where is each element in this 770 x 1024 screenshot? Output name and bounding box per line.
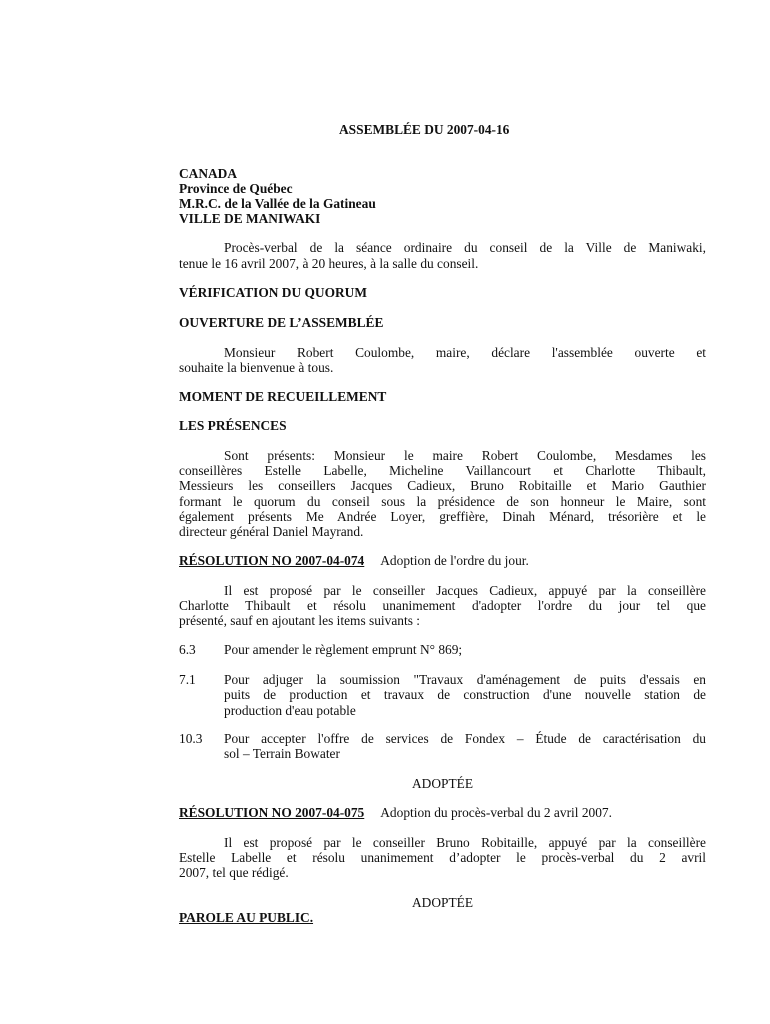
- agenda-item-number: 6.3: [179, 642, 196, 657]
- ouverture-line-1: Monsieur Robert Coulombe, maire, déclare l'assemblée ouverte et: [224, 345, 706, 360]
- resolution-number: RÉSOLUTION NO 2007-04-074: [179, 553, 365, 568]
- presences-line-1: Sont présents: Monsieur le maire Robert Coulombe, Mesdames les: [224, 448, 706, 463]
- header-mrc: M.R.C. de la Vallée de la Gatineau: [179, 196, 376, 211]
- intro-line-1: Procès-verbal de la séance ordinaire du conseil de la Ville de Maniwaki,: [224, 240, 706, 255]
- agenda-item-text: [224, 731, 706, 762]
- res1-line-3: présenté, sauf en ajoutant les items suivants :: [179, 613, 420, 628]
- agenda-item-number: 7.1: [179, 672, 196, 687]
- agenda-item-number: 10.3: [179, 731, 203, 746]
- resolution-number: RÉSOLUTION NO 2007-04-075: [179, 805, 365, 820]
- agenda-item-line: Pour adjuger la soumission "Travaux d'aménagement de puits d'essais en: [224, 672, 706, 687]
- header-province: Province de Québec: [179, 181, 293, 196]
- intro-line-2: tenue le 16 avril 2007, à 20 heures, à la salle du conseil.: [179, 256, 479, 271]
- agenda-item-text: [224, 672, 706, 718]
- header-country: CANADA: [179, 166, 238, 181]
- section-ouverture: OUVERTURE DE L’ASSEMBLÉE: [179, 315, 384, 330]
- presences-line-2: conseillères Estelle Labelle, Micheline Vaillancourt et Charlotte Thibault,: [179, 463, 706, 478]
- ouverture-line-2: souhaite la bienvenue à tous.: [179, 360, 334, 375]
- agenda-item-line: puits de production et travaux de construction d'une nouvelle station de: [224, 687, 706, 703]
- section-quorum: VÉRIFICATION DU QUORUM: [179, 285, 367, 300]
- section-parole-public: PAROLE AU PUBLIC.: [179, 910, 314, 925]
- adoptee-label: ADOPTÉE: [412, 895, 473, 910]
- res2-line-3: 2007, tel que rédigé.: [179, 865, 289, 880]
- res2-line-1: Il est proposé par le conseiller Bruno Robitaille, appuyé par la conseillère: [224, 835, 706, 850]
- presences-line-4: formant le quorum du conseil sous la présidence de son honneur le Maire, sont: [179, 494, 706, 509]
- resolution-header-075: [179, 805, 612, 820]
- res1-line-1: Il est proposé par le conseiller Jacques Cadieux, appuyé par la conseillère: [224, 583, 706, 598]
- agenda-item-line: Pour accepter l'offre de services de Fondex – Étude de caractérisation du: [224, 731, 706, 746]
- presences-line-6: directeur général Daniel Mayrand.: [179, 524, 364, 539]
- agenda-item-line: production d'eau potable: [224, 702, 356, 718]
- presences-line-5: également présents Me Andrée Loyer, greffière, Dinah Ménard, trésorière et le: [179, 509, 706, 524]
- agenda-item-line: Pour amender le règlement emprunt N° 869;: [224, 642, 463, 657]
- header-city: VILLE DE MANIWAKI: [179, 211, 321, 226]
- res2-line-2: Estelle Labelle et résolu unanimement d’adopter le procès-verbal du 2 avril: [179, 850, 706, 865]
- section-recueillement: MOMENT DE RECUEILLEMENT: [179, 389, 387, 404]
- resolution-header-074: [179, 553, 529, 568]
- presences-line-3: Messieurs les conseillers Jacques Cadieux, Bruno Robitaille et Mario Gauthier: [179, 478, 706, 493]
- agenda-item-line: sol – Terrain Bowater: [224, 746, 340, 762]
- res1-line-2: Charlotte Thibault et résolu unanimement d'adopter l'ordre du jour tel que: [179, 598, 706, 613]
- agenda-item-text: [224, 642, 706, 657]
- resolution-description: Adoption du procès-verbal du 2 avril 2007.: [380, 805, 612, 820]
- page-title: ASSEMBLÉE DU 2007-04-16: [339, 122, 510, 137]
- adoptee-label: ADOPTÉE: [412, 776, 473, 791]
- section-presences: LES PRÉSENCES: [179, 418, 287, 433]
- resolution-description: Adoption de l'ordre du jour.: [380, 553, 529, 568]
